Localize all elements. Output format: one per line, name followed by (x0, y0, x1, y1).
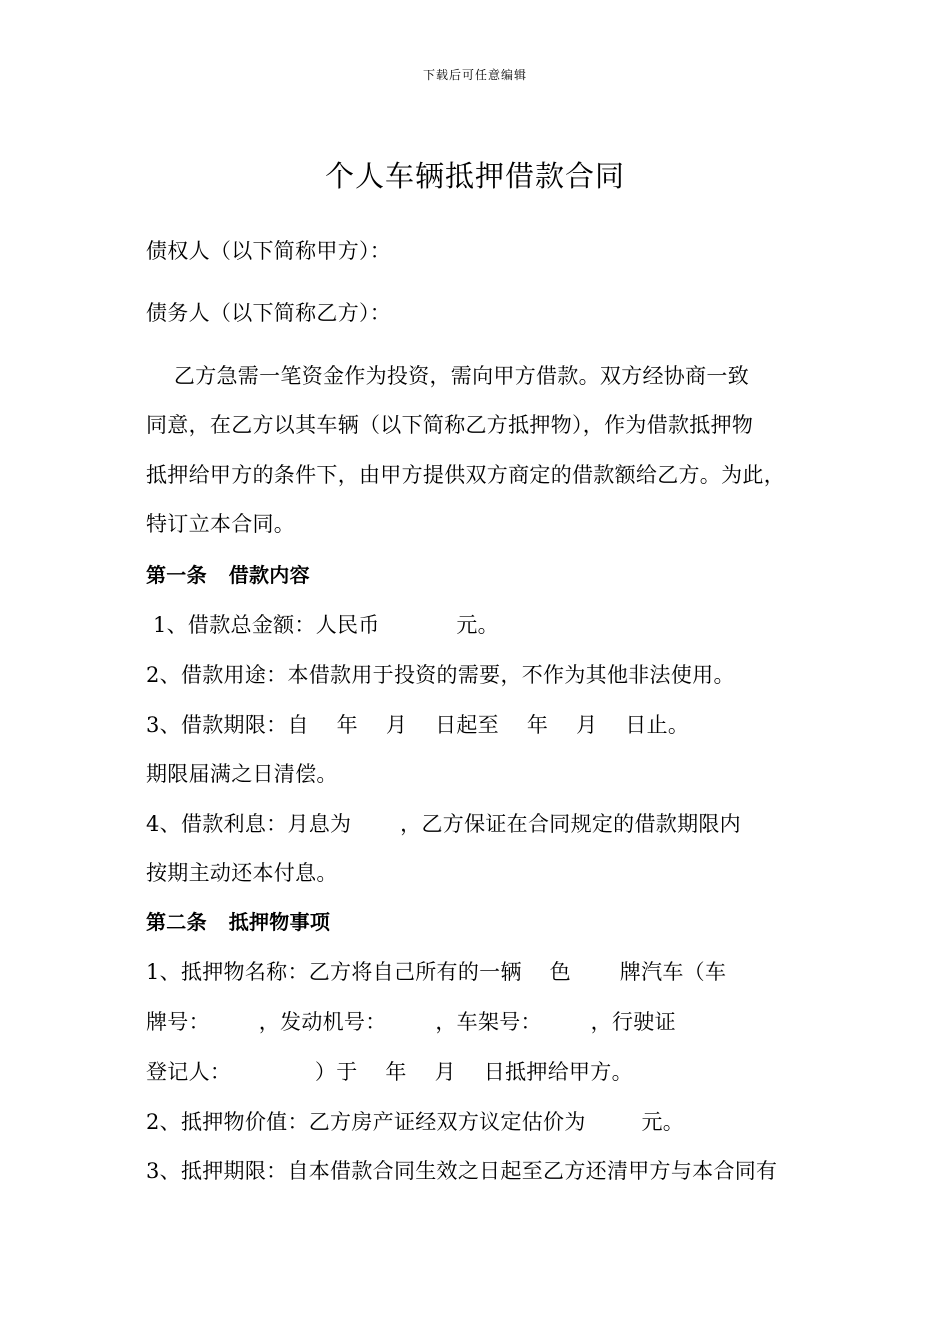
article-1-item-3: 3、借款期限：自 年 月 日起至 年 月 日止。 (146, 713, 690, 737)
article-2-heading: 第二条 抵押物事项 (146, 910, 331, 934)
article-1-item-4-cont: 按期主动还本付息。 (146, 861, 338, 885)
article-2-item-3: 3、抵押期限：自本借款合同生效之日起至乙方还清甲方与本合同有 (146, 1159, 778, 1183)
article-1-item-3-cont: 期限届满之日清偿。 (146, 762, 338, 786)
page-header-note: 下载后可任意编辑 (422, 68, 527, 82)
article-1-item-4: 4、借款利息：月息为 ，乙方保证在合同规定的借款期限内 (146, 812, 741, 836)
article-2-item-2: 2、抵押物价值：乙方房产证经双方议定估价为 元。 (146, 1110, 685, 1134)
article-1-item-1: 1、借款总金额：人民币 元。 (146, 613, 499, 637)
article-2-item-1: 1、抵押物名称：乙方将自己所有的一辆 色 牌汽车（车 (146, 960, 727, 984)
document-title: 个人车辆抵押借款合同 (324, 159, 625, 193)
preamble-line-4: 特订立本合同。 (146, 512, 296, 536)
debtor-line: 债务人（以下简称乙方）： (146, 301, 392, 325)
preamble-line-3: 抵押给甲方的条件下，由甲方提供双方商定的借款额给乙方。为此， (146, 463, 785, 487)
article-2-item-1-cont-2: 登记人： ）于 年 月 日抵押给甲方。 (146, 1060, 633, 1084)
preamble-line-1: 乙方急需一笔资金作为投资，需向甲方借款。双方经协商一致 (146, 364, 749, 388)
article-1-item-2: 2、借款用途：本借款用于投资的需要，不作为其他非法使用。 (146, 663, 735, 687)
article-2-item-1-cont-1: 牌号： ，发动机号： ，车架号： ，行驶证 (146, 1010, 676, 1034)
preamble-line-2: 同意，在乙方以其车辆（以下简称乙方抵押物），作为借款抵押物 (146, 413, 754, 437)
creditor-line: 债权人（以下简称甲方）： (146, 239, 392, 263)
article-1-heading: 第一条 借款内容 (146, 563, 310, 587)
